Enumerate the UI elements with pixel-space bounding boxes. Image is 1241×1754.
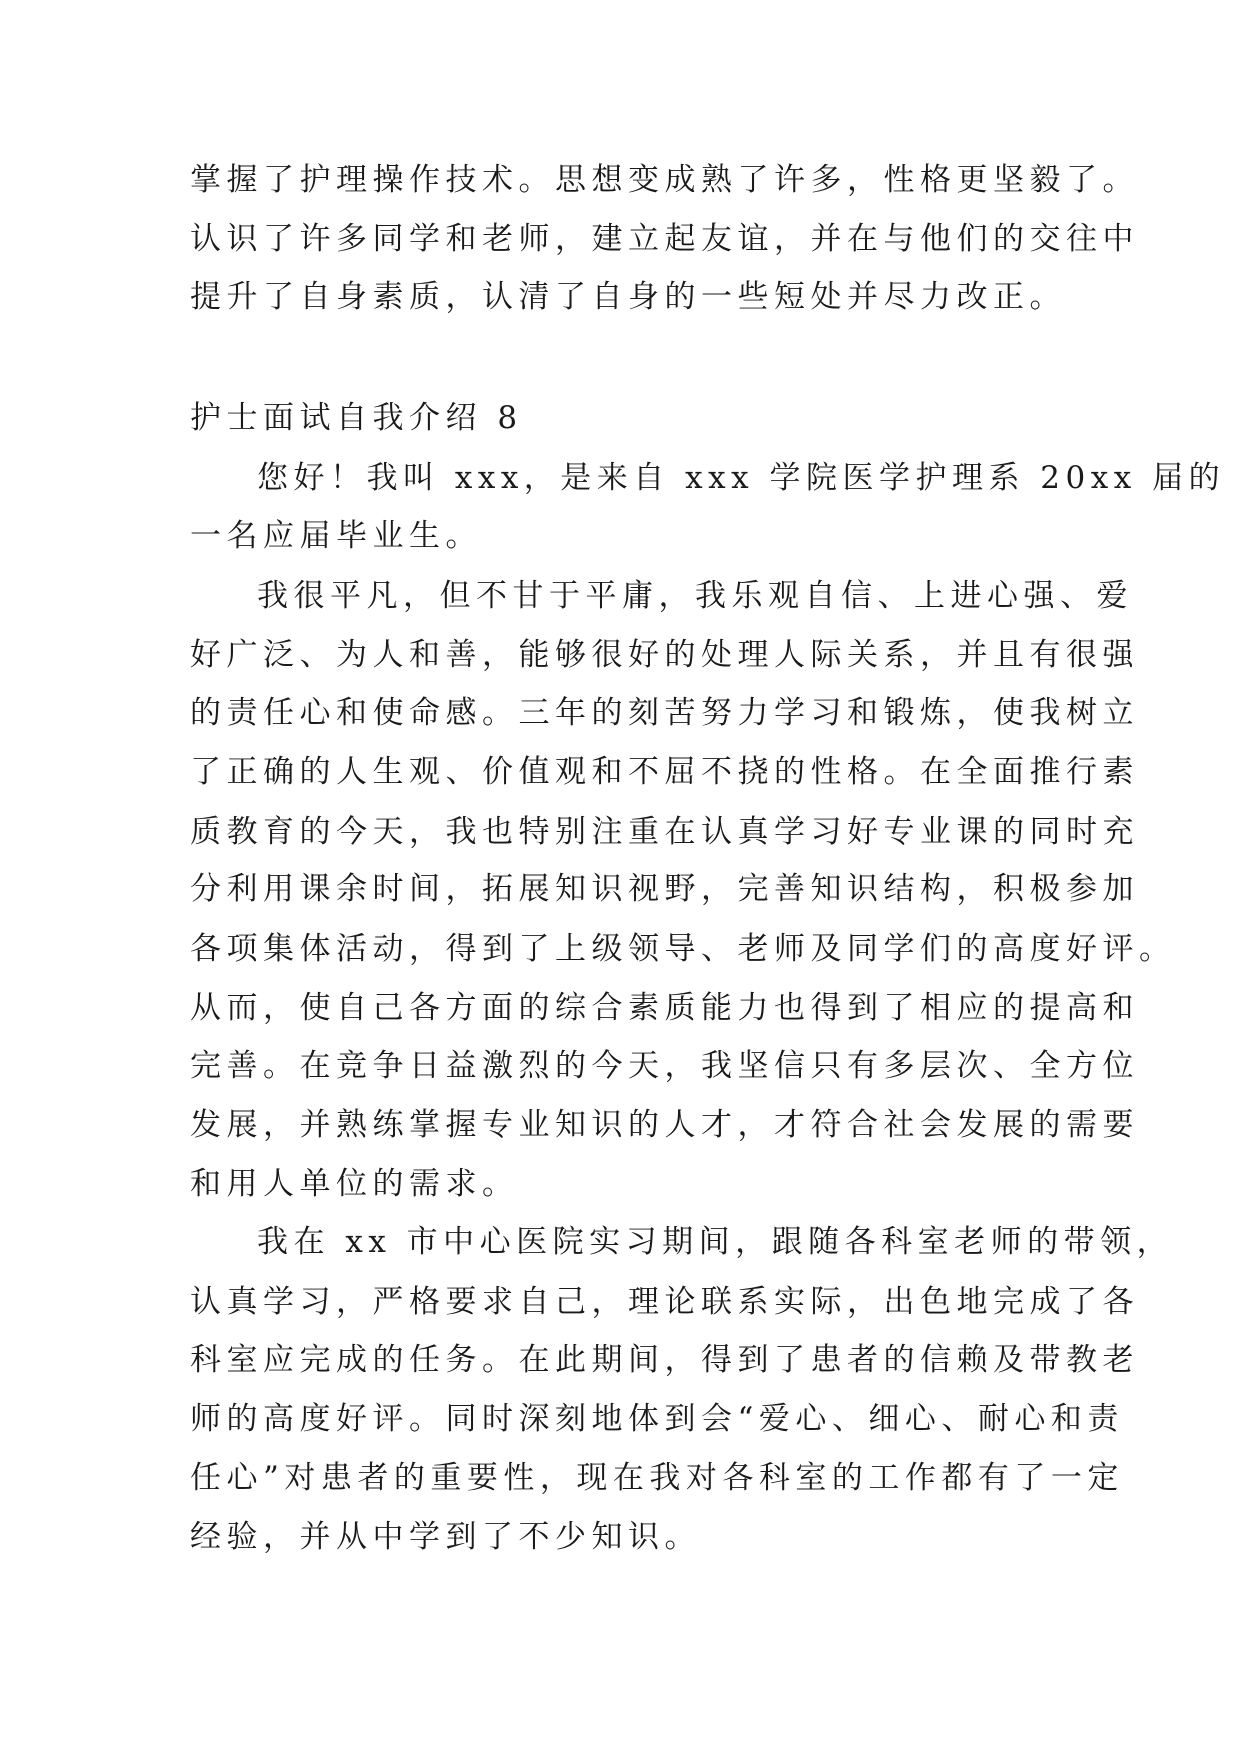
text-line: 了正确的人生观、价值观和不屈不挠的性格。在全面推行素 — [190, 754, 1139, 790]
text-line: 任心”对患者的重要性，现在我对各科室的工作都有了一定 — [190, 1460, 1124, 1496]
text-line: 和用人单位的需求。 — [190, 1166, 519, 1202]
text-line: 认识了许多同学和老师，建立起友谊，并在与他们的交往中 — [190, 221, 1139, 257]
text-line: 掌握了护理操作技术。思想变成熟了许多，性格更坚毅了。 — [190, 162, 1139, 198]
text-line: 质教育的今天，我也特别注重在认真学习好专业课的同时充 — [190, 814, 1139, 850]
text-line: 经验，并从中学到了不少知识。 — [190, 1519, 701, 1555]
text-line: 我在 xx 市中心医院实习期间，跟随各科室老师的带领， — [257, 1224, 1174, 1260]
text-line: 完善。在竞争日益激烈的今天，我坚信只有多层次、全方位 — [190, 1048, 1139, 1084]
section-heading: 护士面试自我介绍 8 — [190, 400, 523, 436]
text-line: 好广泛、为人和善，能够很好的处理人际关系，并且有很强 — [190, 637, 1139, 673]
text-line: 一名应届毕业生。 — [190, 518, 482, 554]
text-line: 您好！我叫 xxx，是来自 xxx 学院医学护理系 20xx 届的 — [257, 460, 1226, 496]
text-line: 的责任心和使命感。三年的刻苦努力学习和锻炼，使我树立 — [190, 695, 1139, 731]
text-line: 师的高度好评。同时深刻地体到会“爱心、细心、耐心和责 — [190, 1401, 1124, 1437]
text-line: 提升了自身素质，认清了自身的一些短处并尽力改正。 — [190, 279, 1066, 315]
text-line: 各项集体活动，得到了上级领导、老师及同学们的高度好评。 — [190, 931, 1176, 967]
text-line: 分利用课余时间，拓展知识视野，完善知识结构，积极参加 — [190, 871, 1139, 907]
text-line: 发展，并熟练掌握专业知识的人才，才符合社会发展的需要 — [190, 1107, 1139, 1143]
text-line: 我很平凡，但不甘于平庸，我乐观自信、上进心强、爱 — [257, 578, 1133, 614]
text-line: 从而，使自己各方面的综合素质能力也得到了相应的提高和 — [190, 990, 1139, 1026]
text-line: 认真学习，严格要求自己，理论联系实际，出色地完成了各 — [190, 1284, 1139, 1320]
text-line: 科室应完成的任务。在此期间，得到了患者的信赖及带教老 — [190, 1342, 1139, 1378]
